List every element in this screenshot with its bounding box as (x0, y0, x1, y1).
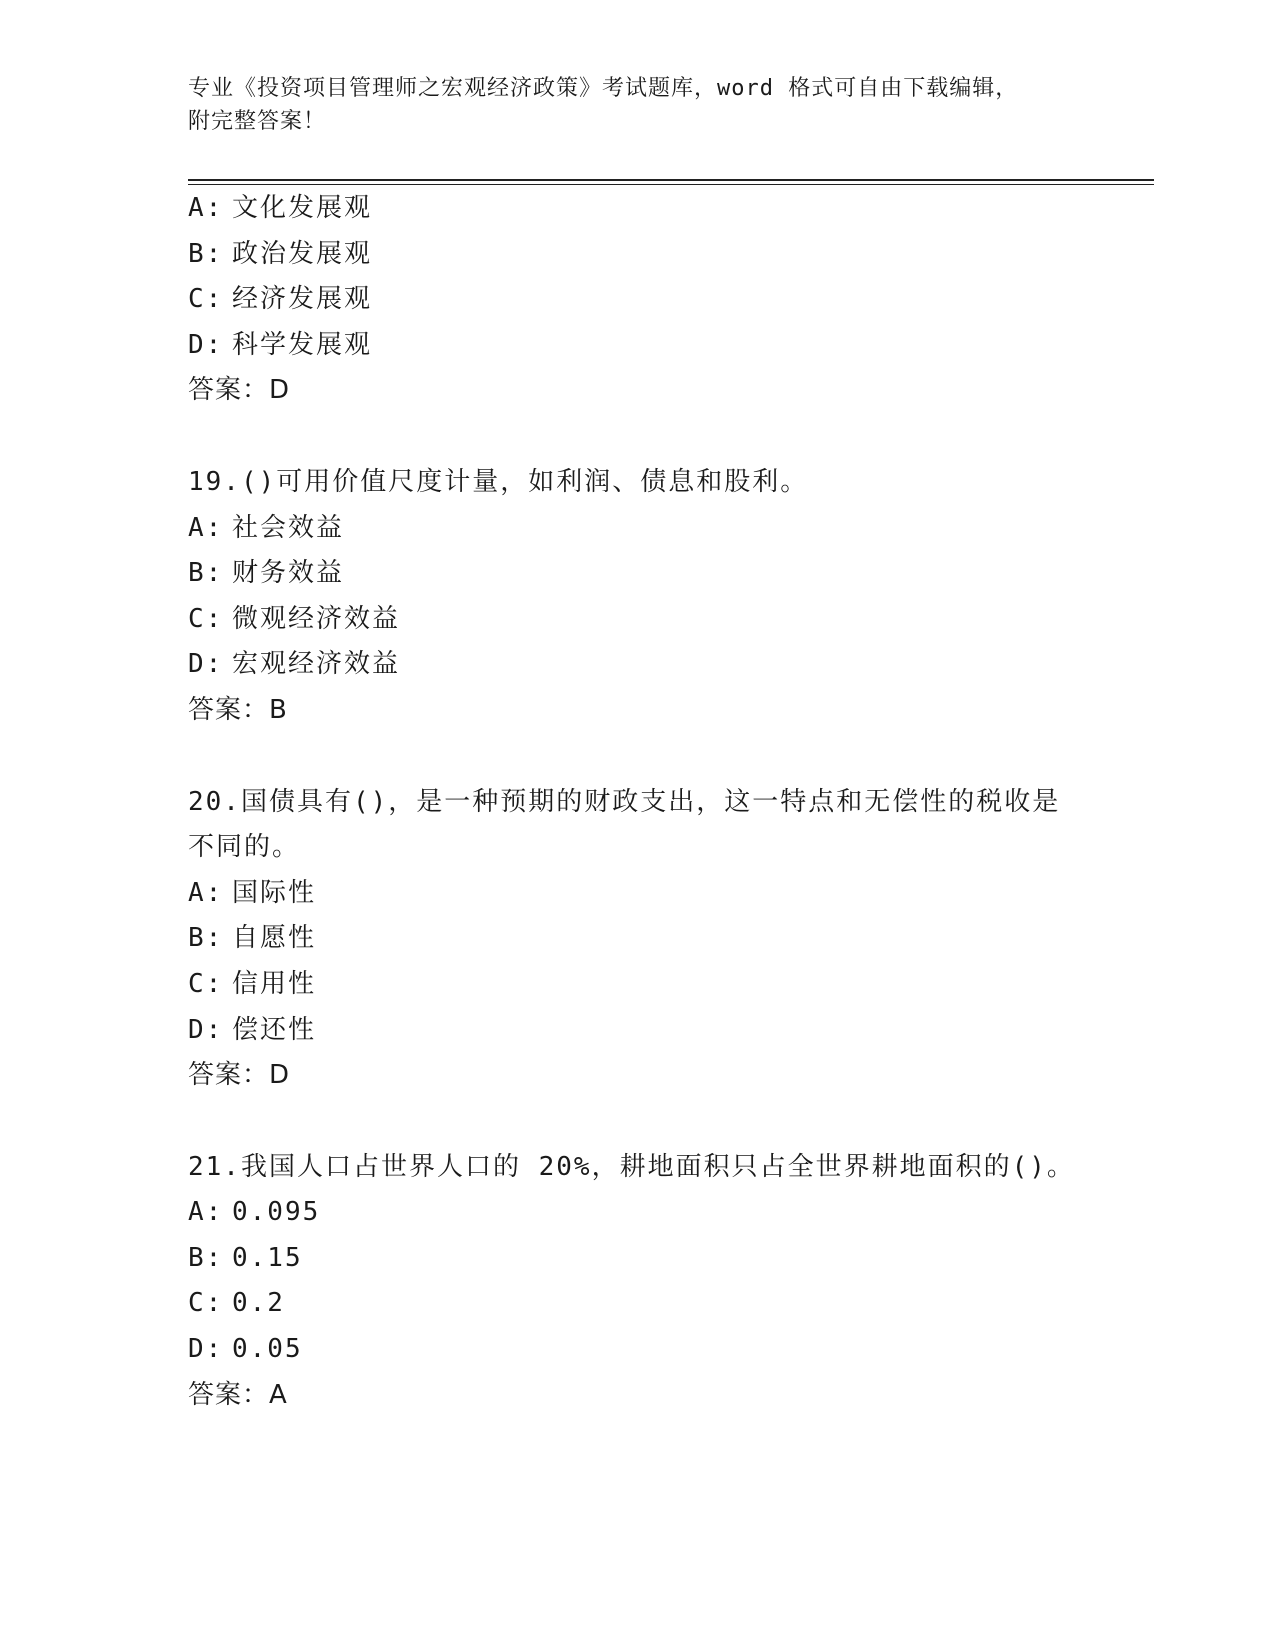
option-label: D: (188, 1334, 224, 1365)
option-label: C: (188, 603, 224, 634)
option-c (188, 277, 1088, 323)
option-text: 社会效益 (232, 512, 345, 543)
option-a (188, 1190, 1088, 1236)
option-text: 微观经济效益 (232, 603, 401, 634)
question-stem-continued: 不同的。 (188, 832, 301, 863)
option-text: 0.2 (232, 1288, 285, 1319)
option-text: 信用性 (232, 968, 317, 999)
option-label: A: (188, 193, 224, 223)
option-label: A: (188, 1197, 224, 1228)
option-text: 科学发展观 (232, 329, 373, 360)
question-list (188, 186, 1088, 1418)
option-label: D: (188, 1014, 224, 1045)
option-b (188, 1236, 1088, 1282)
option-text: 0.05 (232, 1334, 303, 1365)
option-label: A: (188, 512, 224, 543)
option-text: 0.15 (232, 1242, 303, 1273)
option-d (188, 642, 1088, 688)
option-label: C: (188, 968, 224, 999)
header-divider-thick (188, 179, 1154, 181)
option-label: D: (188, 649, 224, 680)
option-b (188, 916, 1088, 962)
option-text: 财务效益 (232, 558, 345, 589)
option-label: B: (188, 923, 224, 954)
question-21 (188, 1145, 1088, 1419)
option-c (188, 1281, 1088, 1327)
option-c (188, 962, 1088, 1008)
option-label: C: (188, 284, 224, 315)
option-a (188, 871, 1088, 917)
option-c (188, 597, 1088, 643)
option-a (188, 186, 1088, 232)
option-text: 宏观经济效益 (232, 649, 401, 680)
option-label: B: (188, 238, 224, 269)
question-stem: 19.()可用价值尺度计量，如利润、债息和股利。 (188, 466, 809, 497)
option-d (188, 1327, 1088, 1373)
header-divider-thin (188, 184, 1154, 185)
option-text: 政治发展观 (232, 238, 373, 269)
option-label: C: (188, 1288, 224, 1319)
option-label: D: (188, 329, 224, 360)
header-line-2: 附完整答案！ (188, 109, 327, 134)
question-spacer (188, 1099, 1088, 1145)
answer-line: 答案：D (188, 1060, 291, 1091)
answer-line: 答案：B (188, 694, 288, 725)
option-b (188, 232, 1088, 278)
option-label: A: (188, 877, 224, 908)
option-b (188, 551, 1088, 597)
question-19 (188, 460, 1088, 734)
option-label: B: (188, 558, 224, 589)
question-spacer (188, 734, 1088, 780)
option-text: 偿还性 (232, 1014, 317, 1045)
option-text: 国际性 (232, 877, 317, 908)
answer-line: 答案：A (188, 1379, 288, 1410)
option-d (188, 323, 1088, 369)
question-20 (188, 780, 1088, 1099)
option-text: 0.095 (232, 1197, 321, 1228)
option-label: B: (188, 1242, 224, 1273)
option-d (188, 1008, 1088, 1054)
answer-line: 答案：D (188, 375, 291, 406)
option-text: 自愿性 (232, 923, 317, 954)
option-text: 经济发展观 (232, 284, 373, 315)
header-line-1: 专业《投资项目管理师之宏观经济政策》考试题库，word 格式可自由下载编辑， (188, 76, 1019, 101)
question-stem: 20.国债具有()，是一种预期的财政支出，这一特点和无偿性的税收是 (188, 786, 1061, 817)
option-text: 文化发展观 (232, 193, 373, 223)
option-a (188, 506, 1088, 552)
question-spacer (188, 414, 1088, 460)
document-header (188, 72, 1088, 138)
question-stem: 21.我国人口占世界人口的 20%，耕地面积只占全世界耕地面积的()。 (188, 1151, 1075, 1182)
question-18-continued (188, 186, 1088, 414)
